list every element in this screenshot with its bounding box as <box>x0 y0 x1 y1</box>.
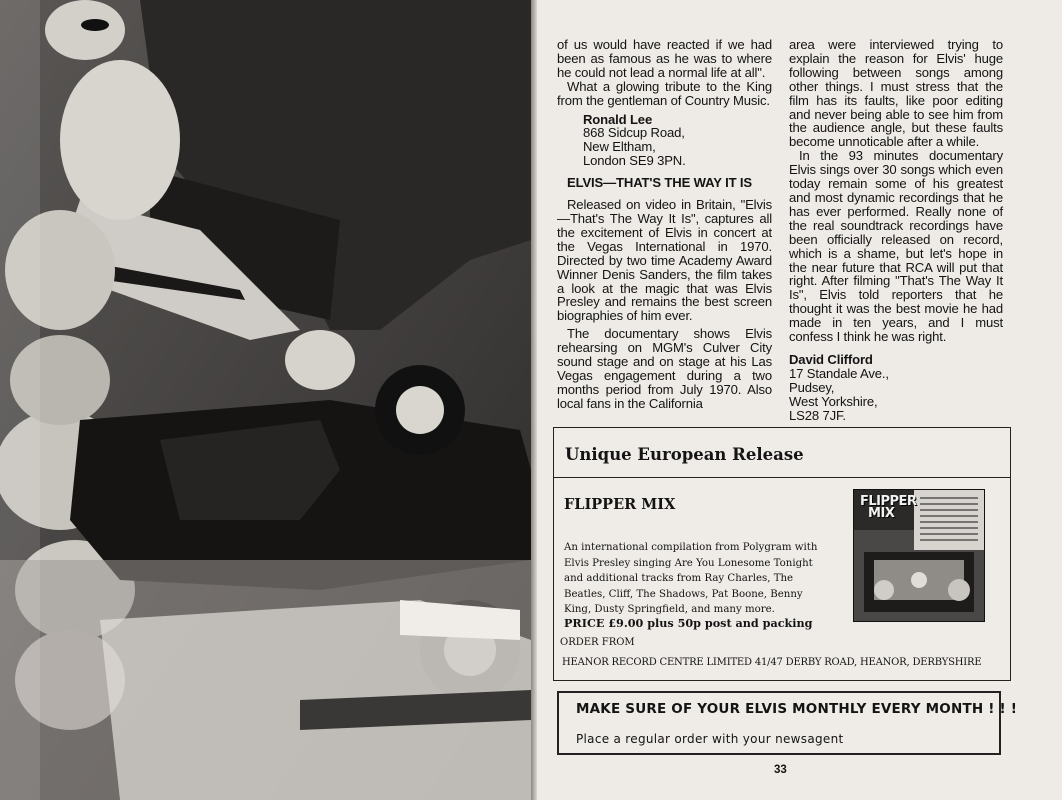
flipper-mix-advert <box>553 427 1011 681</box>
letter-address <box>557 113 772 169</box>
author-name: David Clifford <box>789 351 873 367</box>
address-line: London SE9 3PN. <box>583 153 686 169</box>
address-line: 17 Standale Ave., <box>789 365 889 381</box>
address-line: West Yorkshire, <box>789 393 878 409</box>
advert-description: An international compilation from Polygram with Elvis Presley singing Are You Lonesome Tonight and additional tracks from Ray Charles, The Beatles, Cliff, The Shadows, Pat Boone, Benny King, Dusty Springfield, and many more. <box>564 542 818 615</box>
article-paragraph: In the 93 minutes documentary Elvis sings over 30 songs which even today remain some of his greatest and most dynamic recordings that he has ever performed. Really none of the real soundtrack recordings have been officially released on record, which is a shame, but let's hope in the near future that RCA will put that right. After filming "That's The Way It Is", Elvis told reporters that he thought it was the best movie he had made in ten years, and I must confess I think he was right. <box>789 148 1003 345</box>
advert-price: PRICE £9.00 plus 50p post and packing <box>564 616 813 630</box>
article-paragraph: The documentary shows Elvis rehearsing on MGM's Culver City sound stage and on stage at his Las Vegas engagement during a two months period from July 1970. Also local fans in the California <box>557 326 772 411</box>
advert-divider <box>554 477 1010 478</box>
article-paragraph: area were interviewed trying to explain the reason for Elvis' huge following between songs among other things. I must stress that the film has its faults, like poor editing and never being able to see him from the audience angle, but these faults become unnoticable after a while. <box>789 37 1003 150</box>
advert-product-name: FLIPPER MIX <box>564 496 676 513</box>
banner-headline: MAKE SURE OF YOUR ELVIS MONTHLY EVERY MONTH ! ! ! <box>576 701 1018 717</box>
advert-order-label: ORDER FROM <box>560 637 635 648</box>
article-column-left <box>557 38 772 411</box>
author-name: Ronald Lee <box>583 111 653 127</box>
banner-subline: Place a regular order with your newsagent <box>576 732 844 746</box>
article-heading: ELVIS—THAT'S THE WAY IT IS <box>567 175 752 191</box>
article-paragraph: What a glowing tribute to the King from the gentleman of Country Music. <box>557 78 772 108</box>
album-cover-logo: FLIPPER MIX <box>860 494 917 521</box>
letter-signature <box>789 353 1003 423</box>
address-line: Pudsey, <box>789 379 835 395</box>
address-line: New Eltham, <box>583 139 656 155</box>
advert-title: Unique European Release <box>565 445 804 464</box>
article-column-right <box>789 38 1003 422</box>
album-cover-image <box>853 489 985 622</box>
advert-order-address: HEANOR RECORD CENTRE LIMITED 41/47 DERBY ROAD, HEANOR, DERBYSHIRE <box>562 657 982 668</box>
article-paragraph: Released on video in Britain, "Elvis—That's The Way It Is", captures all the excitement of Elvis in concert at the Vegas International in 1970. Directed by two time Academy Award Winner Denis Sanders, the film takes a look at the magic that was Elvis Presley and remains the best screen biographies of him ever. <box>557 197 772 324</box>
subscription-banner <box>557 691 1018 755</box>
address-line: LS28 7JF. <box>789 407 846 423</box>
page-number: 33 <box>774 764 787 776</box>
article-paragraph: of us would have reacted if we had been as famous as he was to where he could not lead a normal life at all". <box>557 37 772 80</box>
address-line: 868 Sidcup Road, <box>583 125 685 141</box>
